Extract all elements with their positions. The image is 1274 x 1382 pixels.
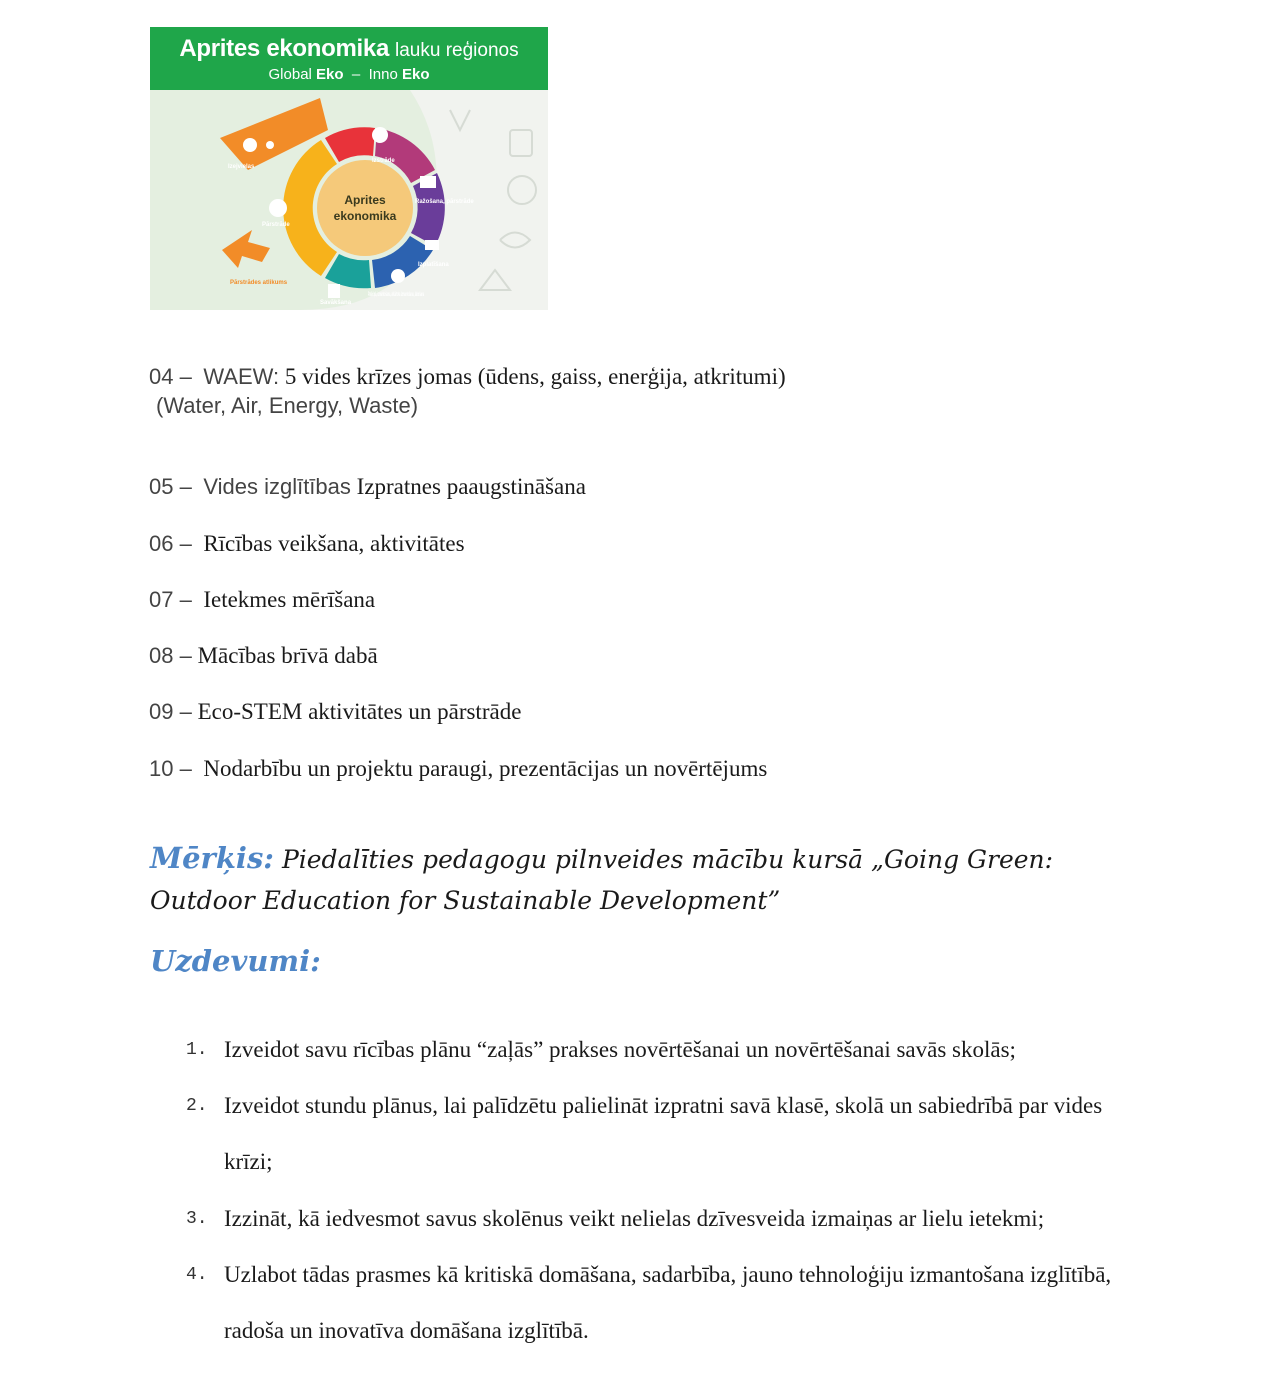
task-item-1: [186, 1022, 1136, 1078]
task-item-4: [186, 1247, 1136, 1359]
segment-label-distribution: Izplatīšana: [418, 262, 449, 268]
goal-label: Mērķis:: [150, 841, 274, 875]
banner-title-main: Aprites ekonomika: [179, 35, 390, 62]
banner-sub-dash: –: [351, 66, 361, 83]
topic-04-subline: (Water, Air, Energy, Waste): [156, 393, 419, 418]
task-text: Uzlabot tādas prasmes kā kritiskā domāšana, sadarbība, jauno tehnoloģiju izmantošana izglītībā, radoša un inovatīva domāšana izglītībā.: [224, 1262, 1112, 1343]
topic-text: Nodarbību un projektu paraugi, prezentācijas un novērtējums: [203, 756, 768, 781]
center-circle: [317, 160, 413, 256]
task-text: Izveidot savu rīcības plānu “zaļās” prakses novērtēšanai un novērtēšanai savās skolās;: [224, 1037, 1016, 1062]
task-item-3: [186, 1191, 1136, 1247]
banner-subtitle: [150, 65, 548, 85]
circular-economy-banner: [150, 27, 548, 310]
task-number: 3.: [186, 1209, 208, 1229]
recycle-icon: [269, 199, 287, 217]
topic-08: [149, 642, 378, 670]
topic-04: [149, 363, 786, 391]
segment-label-residual: Pārstrādes atlikums: [230, 280, 288, 286]
task-text: Izveidot stundu plānus, lai palīdzētu palielināt izpratni savā klasē, skolā un sabiedrībā par vides krīzi;: [224, 1093, 1103, 1174]
task-number: 4.: [186, 1265, 208, 1285]
banner-sub-left: Global: [268, 66, 312, 83]
hand-plant-icon: [243, 138, 257, 152]
bin-icon: [328, 284, 340, 298]
topic-06: [149, 530, 465, 558]
segment-label-raw: Izejvielas: [228, 164, 255, 170]
topic-number: 04 –: [149, 364, 192, 389]
banner-sub-right-bold: Eko: [401, 66, 430, 83]
segment-label-consumption: Patēriņš, izmantošana, atkārtota izmantošana, labošana: [368, 292, 425, 298]
topic-text: 5 vides krīzes jomas (ūdens, gaiss, enerģija, atkritumi): [284, 364, 786, 389]
banner-title: [150, 32, 548, 69]
cart-icon: [425, 240, 439, 250]
topic-number: 05 –: [149, 474, 192, 499]
goal-text: Piedalīties pedagogu pilnveides mācību kursā „Going Green: Outdoor Education for Sustainable Development”: [150, 845, 1054, 915]
banner-header: [150, 27, 548, 90]
goal-paragraph: [150, 838, 1150, 921]
topic-text: Mācības brīvā dabā: [197, 643, 378, 668]
topic-text: Izpratnes paaugstināšana: [356, 474, 586, 499]
banner-title-rest: lauku reģionos: [395, 40, 519, 61]
factory-icon: [420, 176, 436, 188]
segment-label-collection: Savākšana: [320, 300, 352, 306]
topic-number: 08 –: [149, 643, 192, 668]
topic-number: 07 –: [149, 587, 192, 612]
topic-text: Eco-STEM aktivitātes un pārstrāde: [197, 699, 522, 724]
water-drop-icon: [266, 141, 274, 149]
brain-icon: [372, 127, 388, 143]
gear-icon: [391, 269, 405, 283]
banner-sub-left-bold: Eko: [316, 66, 344, 83]
banner-sub-right: Inno: [368, 66, 398, 83]
topic-number: 09 –: [149, 699, 192, 724]
tasks-heading: Uzdevumi:: [150, 944, 321, 978]
topic-sans-text: Vides izglītības: [203, 474, 351, 499]
topic-number: 06 –: [149, 531, 192, 556]
topic-number: 10 –: [149, 756, 192, 781]
topic-09: [149, 698, 521, 726]
task-text: Izzināt, kā iedvesmot savus skolēnus veikt nelielas dzīvesveida izmaiņas ar lielu ietekmi;: [224, 1206, 1045, 1231]
task-item-2: [186, 1078, 1136, 1190]
segment-label-recycling: Pārstrāde: [262, 222, 290, 228]
segment-label-production: Ražošana, pārstrāde: [415, 199, 474, 205]
topic-text: Ietekmes mērīšana: [203, 587, 376, 612]
topic-07: [149, 586, 375, 614]
topic-sans-text: WAEW:: [203, 364, 280, 389]
center-label-line1: Aprites: [344, 193, 386, 207]
center-label-line2: ekonomika: [333, 209, 397, 223]
task-number: 1.: [186, 1040, 208, 1060]
segment-label-design: Izstrāde: [372, 158, 395, 164]
topic-text: Rīcības veikšana, aktivitātes: [203, 531, 465, 556]
topic-10: [149, 755, 767, 783]
circular-economy-diagram: [150, 90, 548, 310]
task-number: 2.: [186, 1096, 208, 1116]
topic-05: [149, 473, 586, 501]
